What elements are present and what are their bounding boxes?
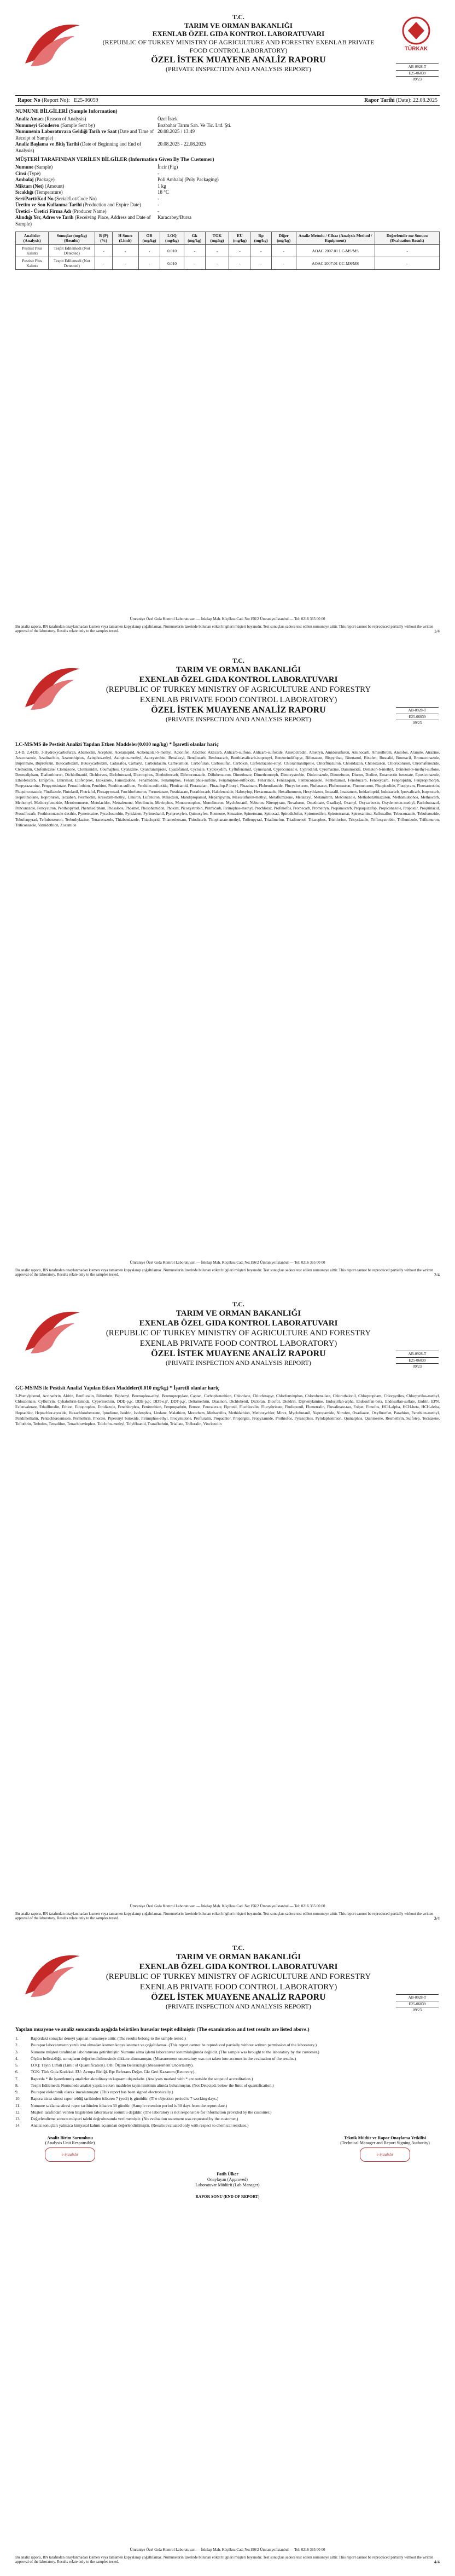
cell: - — [229, 257, 250, 270]
report-page-1 — [0, 0, 455, 644]
list-item: 3. Numune müşteri tarafından laboratuvara getirilmiştir. Numune alma işlemi laboratuvar sorumluluğunda değildir. (The sample was brought to the laboratory by the customer.) — [15, 2049, 319, 2054]
header-title: ÖZEL İSTEK MUAYENE ANALİZ RAPORU — [151, 55, 326, 65]
header-title: ÖZEL İSTEK MUAYENE ANALİZ RAPORU — [151, 1348, 326, 1358]
cell: - — [184, 245, 205, 257]
col-loq: LOQ (mg/kg) — [160, 232, 184, 245]
kv-key: Üretici - Üretici Firma Adı (Producer Name) — [15, 208, 107, 214]
e-signature-stamp-icon: e-imzalıdır — [45, 2147, 95, 2162]
header-title-en: (PRIVATE INSPECTION AND ANALYSIS REPORT) — [166, 715, 311, 723]
gcms-scope-list: 2-Phenylphenol, Acrinathrin, Aldrin, Benfluralin, Bifenthrin, Biphenyl, Bromophos-ethyl, Bromopropylate, Captan, Carbophenothion, Chlordane, Chlorfenapyr, Chlorfenvinphos, Chlorobenzilate, Chlorothalonil, Chlorpropham, Chlorpyrifos, Chlorpyrifos-methyl, Chlozolinate, Cyfluthrin, Cyhalothrin-lambda, Cypermethrin, DDD-p,p', DDE-p,p', DDT-o,p', DDT-p,p', Deltamethrin, Diazinon, Dichlobenil, Dicloran, Dicofol, Dieldrin, Diphenylamine, Endosulfan-alpha, Endosulfan-beta, Endosulfan-sulfate, Endrin, EPN, Esfenvalerate, Ethalfluralin, Ethion, Ethoprophos, Etridiazole, Fenchlorphos, Fenitrothion, Fenpropathrin, Fenson, Fenvalerate, Fipronil, Fluchloralin, Flucythrinate, Fludioxonil, Flumetralin, Fluvalinate-tau, Folpet, Fonofos, HCH-alpha, HCH-beta, HCH-delta, Heptachlor, Heptachlor-epoxide, Hexachlorobenzene, Iprodione, Isodrin, Isofenphos, Lindane, Malathion, Mecarbam, Methacrifos, Methidathion, Methoxychlor, Mirex, Myclobutanil, Napropamide, Nitrofen, Oxadiazon, Oxyfluorfen, Parathion, Parathion-methyl, Pendimethalin, Pentachloroanisole, Permethrin, Phorate, Piperonyl butoxide, Pirimiphos-ethyl, Procymidone, Profluralin, Propachlor, Propargite, Propyzamide, Prothiofos, Pyrazophos, Pyridaphenthion, Quinalphos, Quintozene, Resmethrin, Sulfotep, Tecnazene, Tefluthrin, Terbufos, Tetradifon, Tetrachlorvinphos, Tolclofos-methyl, Tolylfluanid, Transfluthrin, Triallate, Trifluralin, Vinclozolin — [15, 1394, 440, 1427]
code-report: E25-06039 — [396, 714, 439, 720]
sample-info-title: NUMUNE BİLGİLERİ (Sample Information) — [15, 109, 118, 114]
code-report: E25-06039 — [396, 70, 439, 77]
col-limit: H Sınırı (Limit) — [112, 232, 138, 245]
results-header-row — [16, 232, 440, 245]
code-accreditation: AB-0928-T — [396, 1994, 439, 2001]
kv-key: Numuneyi Gönderen (Sample Sent by) — [15, 122, 95, 128]
col-method: Analiz Metodu / Cihaz (Analysis Method / Equipment) — [296, 232, 375, 245]
kv-value: - — [158, 195, 159, 201]
report-page-2 — [0, 644, 455, 1287]
document-codes — [396, 1994, 439, 2013]
header-title-en: (PRIVATE INSPECTION AND ANALYSIS REPORT) — [166, 65, 311, 73]
cell: - — [184, 257, 205, 270]
report-page-4 — [0, 1931, 455, 2574]
kv-key: Numunenin Laboratuvara Geldiği Tarih ve Saat (Date and Time of Receipt of Sample) — [15, 129, 154, 141]
ministry-logo-icon — [20, 1945, 85, 2005]
header-titles — [97, 13, 380, 73]
cell: - — [95, 257, 112, 270]
header-ministry-en: (REPUBLIC OF TURKEY MINISTRY OF AGRICULTURE AND FORESTRY EXENLAB PRIVATE FOOD CONTROL LABORATORY) — [106, 1329, 371, 1348]
table-row — [16, 257, 440, 270]
kv-key: Seri/Parti/Kod No (Serial/Lot/Code No) — [15, 195, 97, 201]
header-ministry: TARIM VE ORMAN BAKANLIĞI — [176, 1952, 301, 1961]
kv-key: Miktarı (Net) (Amount) — [15, 183, 65, 189]
lcms-scope-title: LC-MS/MS ile Pestisit Analizi Yapılan Etken Maddeler(0.010 mg/kg) * İşaretli olanlar hariç — [15, 742, 219, 748]
header-tc: T.C. — [232, 13, 244, 21]
report-number-row — [15, 95, 440, 106]
code-report: E25-06039 — [396, 1357, 439, 1364]
cell: - — [95, 245, 112, 257]
col-ob: OB (mg/kg) — [138, 232, 160, 245]
footer-address: Ümraniye Özel Gıda Kontrol Laboratuvarı — İnkılap Mah. Küçüksu Cad. No:156/2 Ümraniye/İstanbul — Tel: 0216 365 00 00 — [130, 1904, 325, 1909]
ministry-logo-icon — [20, 1301, 85, 1362]
cell: - — [112, 245, 138, 257]
col-results: Sonuçlar (mg/kg) (Results) — [49, 232, 95, 245]
customer-info-list — [15, 164, 440, 227]
list-item: 7. Raporda * ile işaretlenmiş analizler akreditasyon kapsamı dışındadır. (Analyses marked with * are outside the scope of accreditation.) — [15, 2076, 253, 2081]
cell: - — [271, 245, 296, 257]
list-item: 1. Rapordaki sonuçlar deneyi yapılan numuneye aittir. (The results belong to the sample tested.) — [15, 2036, 186, 2041]
header-ministry: TARIM VE ORMAN BAKANLIĞI — [176, 1309, 301, 1318]
document-codes — [396, 1351, 439, 1370]
kv-key: Numune (Sample) — [15, 164, 53, 170]
footer-address: Ümraniye Özel Gıda Kontrol Laboratuvarı — İnkılap Mah. Küçüksu Cad. No:156/2 Ümraniye/İstanbul — Tel: 0216 365 00 00 — [130, 2548, 325, 2552]
page-number: 1/4 — [434, 629, 440, 634]
header-ministry: TARIM VE ORMAN BAKANLIĞI — [184, 21, 293, 30]
report-header — [15, 11, 440, 93]
kv-key: Cinsi (Type) — [15, 170, 41, 176]
cell: - — [229, 245, 250, 257]
code-accreditation: AB-0928-T — [396, 63, 439, 70]
list-item: 4. Ölçüm belirsizliği, sonuçların değerlendirilmesinde dikkate alınmamıştır. (Measurement uncertainty was not taken into account in the evaluation of the results.) — [15, 2056, 296, 2061]
kv-value: - — [158, 208, 159, 214]
customer-info-title: MÜŞTERİ TARAFINDAN VERİLEN BİLGİLER (Information Given By The Customer) — [15, 157, 214, 163]
col-gk: Gk (mg/kg) — [184, 232, 205, 245]
col-bp: B (P) (%) — [95, 232, 112, 245]
col-tgk: TGK (mg/kg) — [205, 232, 229, 245]
ministry-logo-icon — [20, 658, 85, 718]
cell: - — [205, 245, 229, 257]
list-item: 8. Tespit Edilemedi: Numunede analizi yapılan etken maddeler tayin limitinin altında bulunmuştur. (Not Detected: below the limit of quantification.) — [15, 2082, 274, 2088]
list-item: 9. Bu rapor elektronik olarak imzalanmıştır. (This report has been signed electronically.) — [15, 2089, 173, 2094]
cell: - — [250, 257, 271, 270]
page-number: 3/4 — [434, 1916, 440, 1921]
kv-key: Analiz Amacı (Reason of Analysis) — [15, 116, 86, 121]
list-item: 6. TGK: Türk Gıda Kodeksi. EU: Avrupa Birliği. Rp: Referans Değer. Gk: Geri Kazanım (Recovery). — [15, 2069, 196, 2075]
code-revision: 09/23 — [396, 720, 439, 726]
kv-value: 20.08.2025 / 13:49 — [158, 129, 195, 135]
lcms-scope-list: 2,4-D, 2,4-DB, 3-Hydroxycarbofuran, Abamectin, Acephate, Acetamiprid, Acibenzolar-S-methyl, Aclonifen, Alachlor, Aldicarb, Aldicarb-sulfone, Aldicarb-sulfoxide, Ametoctradin, Ametryn, Amidosulfuron, Aminocarb, Amisulbrom, Anilofos, Aramite, Atrazine, Azaconazole, Azadirachtin, Azamethiphos, Azinphos-ethyl, Azinphos-methyl, Azoxystrobin, Benalaxyl, Bendiocarb, Benfuracarb, Benthiavalicarb-isopropyl, Benzovindiflupyr, Bifenazate, Bispyribac, Bitertanol, Bixafen, Boscalid, Bromacil, Bromuconazole, Bupirimate, Buprofezin, Butocarboxim, Butoxycarboxim, Cadusafos, Carbaryl, Carbendazim, Carbetamide, Carbofuran, Carbosulfan, Carboxin, Carfentrazone-ethyl, Chlorantraniliprole, Chlorfluazuron, Chloridazon, Chloroxuron, Chlorotoluron, Chromafenozide, Clethodim, Clofentezine, Clomazone, Clothianidin, Coumaphos, Cyanazine, Cyantraniliprole, Cyazofamid, Cycloate, Cycloxydim, Cyflufenamid, Cymoxanil, Cyproconazole, Cyprodinil, Cyromazine, Daminozide, Demeton-S-methyl, Demeton-S-methyl-sulfone, Desmedipham, Diafenthiuron, Dichlofluanid, Dichlorvos, Diclobutrazol, Dicrotophos, Diethofencarb, Difenoconazole, Diflubenzuron, Dimethoate, Dimethomorph, Dimoxystrobin, Diniconazole, Dinotefuran, Diuron, Dodine, Emamectin benzoate, Epoxiconazole, Ethiofencarb, Ethiprole, Ethirimol, Etofenprox, Etoxazole, Famoxadone, Fenamidone, Fenamiphos, Fenamiphos-sulfone, Fenamiphos-sulfoxide, Fenarimol, Fenazaquin, Fenbuconazole, Fenhexamid, Fenobucarb, Fenoxycarb, Fenpropidin, Fenpropimorph, Fenpyrazamine, Fenpyroximate, Fensulfothion, Fenthion, Fenthion-sulfone, Fenthion-sulfoxide, Flonicamid, Florasulam, Fluazifop-P-butyl, Fluazinam, Flubendiamide, Flucycloxuron, Flufenacet, Flufenoxuron, Fluometuron, Fluopicolide, Fluopyram, Fluoxastrobin, Fluquinconazole, Flusilazole, Flutolanil, Flutriafol, Fluxapyroxad, Forchlorfenuron, Formetanate, Fosthiazate, Furathiocarb, Halofenozide, Haloxyfop, Hexaconazole, Hexaflumuron, Hexythiazox, Imazalil, Imazamox, Imidacloprid, Indoxacarb, Iprovalicarb, Isoprocarb, Isoprothiolane, Isoproturon, Isoxaben, Ivermectin, Kresoxim-methyl, Linuron, Lufenuron, Malaoxon, Mandipropamid, Mepanipyrim, Mesosulfuron-methyl, Metaflumizone, Metalaxyl, Metamitron, Metconazole, Methabenzthiazuron, Methamidophos, Methiocarb, Methomyl, Methoxyfenozide, Metobromuron, Metolachlor, Metrafenone, Metribuzin, Mevinphos, Monocrotophos, Monolinuron, Myclobutanil, Neburon, Nitenpyram, Novaluron, Omethoate, Oxadixyl, Oxamyl, Oxycarboxin, Oxydemeton-methyl, Paclobutrazol, Penconazole, Pencycuron, Penthiopyrad, Phenmedipham, Phosalone, Phosmet, Phosphamidon, Phoxim, Picoxystrobin, Pirimicarb, Pirimiphos-methyl, Prochloraz, Profenofos, Promecarb, Prometryn, Propamocarb, Propaquizafop, Propiconazole, Propoxur, Proquinazid, Prosulfocarb, Prothioconazole-desthio, Pymetrozine, Pyraclostrobin, Pyridaben, Pyrimethanil, Pyriproxyfen, Quinoxyfen, Rotenone, Simazine, Spinetoram, Spinosad, Spirodiclofen, Spiromesifen, Spirotetramat, Spiroxamine, Sulfoxaflor, Tebuconazole, Tebufenozide, Tebufenpyrad, Teflubenzuron, Terbuthylazine, Tetraconazole, Thiabendazole, Thiacloprid, Thiamethoxam, Thiodicarb, Thiophanate-methyl, Tolfenpyrad, Triadimefon, Triadimenol, Triazophos, Trichlorfon, Tricyclazole, Trifloxystrobin, Triflumizole, Triflumuron, Triticonazole, Vamidothion, Zoxamide — [15, 750, 440, 827]
ministry-logo-icon — [20, 14, 85, 74]
report-header — [15, 1298, 440, 1380]
page-footer — [15, 1904, 440, 1921]
report-date: Rapor Tarihi (Date): 22.08.2025 — [364, 97, 438, 103]
code-report: E25-06039 — [396, 2001, 439, 2007]
kv-key: Alındığı Yer, Adres ve Tarih (Receiving Place, Address and Date of Sample) — [15, 215, 151, 227]
list-item: 5. LOQ: Tayin Limiti (Limit of Quantification). OB: Ölçüm Belirsizliği (Measurement Uncertainty). — [15, 2063, 194, 2068]
page-footer — [15, 2548, 440, 2565]
cell: AOAC 2007.01 LC-MS/MS — [296, 245, 375, 257]
header-lab: EXENLAB ÖZEL GIDA KONTROL LABORATUVARI — [152, 30, 325, 38]
page-footer — [15, 1260, 440, 1277]
notes-title: Yapılan muayene ve analiz sonucunda aşağıda belirtilen hususlar tespit edilmiştir (The examination and test results are listed above.) — [15, 2027, 310, 2033]
kv-value: Özel İstek — [158, 116, 178, 121]
document-codes — [396, 707, 439, 726]
cell: - — [112, 257, 138, 270]
cell: - — [138, 257, 160, 270]
kv-key: Ambalaj (Package) — [15, 177, 55, 183]
sample-info-list — [15, 116, 440, 154]
kv-value: Karacabey/Bursa — [158, 215, 191, 221]
footer-address: Ümraniye Özel Gıda Kontrol Laboratuvarı — İnkılap Mah. Küçüksu Cad. No:156/2 Ümraniye/İstanbul — Tel: 0216 365 00 00 — [130, 1260, 325, 1265]
cell: - — [375, 257, 439, 270]
col-eu: EU (mg/kg) — [229, 232, 250, 245]
notes-list — [15, 2036, 440, 2129]
header-tc: T.C. — [232, 1944, 244, 1952]
footer-disclaimer: Bu analiz raporu, RN tarafından onaylanmadan kısmen veya tamamen kopyalanıp çoğaltılamaz. Numunelerin üzerinde bulunan etiket bilgileri müşteri beyanıdır. Test sonuçları sadece test edilen numuneye aittir. This report cannot be reproduced partially without the written approval of the laboratory. Results relate only to the samples tested. — [15, 1911, 434, 1921]
col-analysis: Analizler (Analysis) — [16, 232, 49, 245]
signature-left: Analiz Birim Sorumlusu (Analysis Unit Responsible) e-imzalıdır — [15, 2135, 125, 2164]
col-evaluation: Değerlendir me Sonucu (Evaluation Result) — [375, 232, 439, 245]
cell: - — [250, 245, 271, 257]
page-footer — [15, 617, 440, 634]
cell: - — [138, 245, 160, 257]
report-number: Rapor No (Report No): E25-06059 — [18, 97, 98, 103]
header-ministry: TARIM VE ORMAN BAKANLIĞI — [176, 665, 301, 674]
cell: Tespit Edilemedi (Not Detected) — [49, 245, 95, 257]
page-number: 4/4 — [434, 2560, 440, 2565]
list-item: 10. Rapora itiraz süresi rapor tebliğ tarihinden itibaren 7 (yedi) iş günüdür. (The objection period is 7 working days.) — [15, 2096, 219, 2102]
header-title: ÖZEL İSTEK MUAYENE ANALİZ RAPORU — [151, 1992, 326, 2002]
kv-value: - — [158, 202, 159, 208]
approver-lab: Laboratuvar Müdürü (Lab Manager) — [195, 2183, 260, 2188]
gcms-scope-title: GC-MS/MS ile Pestisit Analizi Yapılan Etken Maddeler(0.010 mg/kg) * İşaretli olanlar hariç — [15, 1386, 219, 1391]
kv-value: 1 kg — [158, 183, 166, 189]
header-titles — [97, 657, 380, 723]
kv-value: İncir (Fig) — [158, 164, 178, 170]
signature-right: Teknik Müdür ve Rapor Onaylama Yetkilisi (Technical Manager and Report Signing Authority) e-imzalıdır — [330, 2135, 440, 2164]
header-ministry-en: (REPUBLIC OF TURKEY MINISTRY OF AGRICULTURE AND FORESTRY EXENLAB PRIVATE FOOD CONTROL LABORATORY) — [102, 38, 375, 54]
header-tc: T.C. — [232, 1300, 244, 1308]
approver-name: Fatih Ülker — [217, 2171, 238, 2176]
kv-value: Bozbahar Tarım San. Ve Tic. Ltd. Şti. — [158, 122, 232, 128]
signature-block — [15, 2135, 440, 2164]
code-accreditation: AB-0928-T — [396, 707, 439, 714]
code-revision: 09/23 — [396, 76, 439, 83]
header-title-en: (PRIVATE INSPECTION AND ANALYSIS REPORT) — [166, 2002, 311, 2011]
header-lab: EXENLAB ÖZEL GIDA KONTROL LABORATUVARI — [139, 675, 338, 684]
footer-disclaimer: Bu analiz raporu, RN tarafından onaylanmadan kısmen veya tamamen kopyalanıp çoğaltılamaz. Numunelerin üzerinde bulunan etiket bilgileri müşteri beyanıdır. Test sonuçları sadece test edilen numuneye aittir. This report cannot be reproduced partially without the written approval of the laboratory. Results relate only to the samples tested. — [15, 2555, 434, 2565]
end-of-report: RAPOR SONU (END OF REPORT) — [195, 2193, 260, 2199]
header-titles — [97, 1300, 380, 1367]
kv-key: Sıcaklığı (Temperature) — [15, 189, 63, 195]
cell: Tespit Edilemedi (Not Detected) — [49, 257, 95, 270]
cell: 0.010 — [160, 257, 184, 270]
header-tc: T.C. — [232, 657, 244, 664]
cell: - — [205, 257, 229, 270]
cell: AOAC 2007.01 GC-MS/MS — [296, 257, 375, 270]
approver-block — [15, 2172, 440, 2189]
header-title: ÖZEL İSTEK MUAYENE ANALİZ RAPORU — [151, 705, 326, 715]
kv-value: Poli Ambalaj (Poly Packaging) — [158, 177, 219, 183]
list-item: 11. Numune saklama süresi rapor tarihinden itibaren 30 gündür. (Sample retention period is 30 days from the report date.) — [15, 2103, 228, 2108]
header-lab: EXENLAB ÖZEL GIDA KONTROL LABORATUVARI — [139, 1318, 338, 1328]
kv-value: 18 °C — [158, 189, 169, 195]
cell: Pestisit Plus Kalıntı — [16, 257, 49, 270]
list-item: 13. Değerlendirme sonucu müşteri talebi doğrultusunda verilmemiştir. (No evaluation statement was requested by the customer.) — [15, 2116, 238, 2121]
col-other: Diğer (mg/kg) — [271, 232, 296, 245]
e-signature-stamp-icon: e-imzalıdır — [360, 2147, 410, 2162]
approver-role: Onaylayan (Approved) — [207, 2176, 248, 2182]
kv-value: - — [158, 170, 159, 176]
code-revision: 09/23 — [396, 1363, 439, 1370]
results-table — [15, 231, 440, 270]
code-revision: 09/23 — [396, 2007, 439, 2013]
kv-key: Üretim ve Son Kullanma Tarihi (Production and Expire Date) — [15, 202, 141, 208]
accreditation-logo-text: TÜRKAK — [404, 46, 428, 52]
code-accreditation: AB-0928-T — [396, 1351, 439, 1357]
header-ministry-en: (REPUBLIC OF TURKEY MINISTRY OF AGRICULTURE AND FORESTRY EXENLAB PRIVATE FOOD CONTROL LABORATORY) — [106, 685, 371, 704]
header-ministry-en: (REPUBLIC OF TURKEY MINISTRY OF AGRICULTURE AND FORESTRY EXENLAB PRIVATE FOOD CONTROL LABORATORY) — [106, 1972, 371, 1992]
cell: - — [375, 245, 439, 257]
cell: 0.010 — [160, 245, 184, 257]
footer-address: Ümraniye Özel Gıda Kontrol Laboratuvarı — İnkılap Mah. Küçüksu Cad. No:156/2 Ümraniye/İstanbul — Tel: 0216 365 00 00 — [130, 617, 325, 622]
list-item: 2. Bu rapor laboratuvarın yazılı izni olmadan kısmen kopyalanamaz ve çoğaltılamaz. (This report cannot be reproduced partially without written permission of the laboratory.) — [15, 2042, 317, 2048]
cell: - — [271, 257, 296, 270]
kv-key: Analiz Başlama ve Bitiş Tarihi (Date of Beginning and End of Analysis) — [15, 141, 142, 153]
report-header — [15, 655, 440, 737]
page-number: 2/4 — [434, 1272, 440, 1277]
report-header — [15, 1942, 440, 2024]
table-row — [16, 245, 440, 257]
list-item: 12. Müşteri tarafından verilen bilgilerden laboratuvar sorumlu değildir. (The laboratory is not responsible for information provided by the customer.) — [15, 2109, 272, 2115]
accreditation-logo-icon — [397, 14, 435, 53]
document-codes — [396, 63, 439, 83]
col-rp: Rp (mg/kg) — [250, 232, 271, 245]
header-titles — [97, 1944, 380, 2011]
kv-value: 20.08.2025 - 22.08.2025 — [158, 141, 206, 147]
header-title-en: (PRIVATE INSPECTION AND ANALYSIS REPORT) — [166, 1359, 311, 1367]
footer-disclaimer: Bu analiz raporu, RN tarafından onaylanmadan kısmen veya tamamen kopyalanıp çoğaltılamaz. Numunelerin üzerinde bulunan etiket bilgileri müşteri beyanıdır. Test sonuçları sadece test edilen numuneye aittir. This report cannot be reproduced partially without the written approval of the laboratory. Results relate only to the samples tested. — [15, 1267, 434, 1277]
footer-disclaimer: Bu analiz raporu, RN tarafından onaylanmadan kısmen veya tamamen kopyalanıp çoğaltılamaz. Numunelerin üzerinde bulunan etiket bilgileri müşteri beyanıdır. Test sonuçları sadece test edilen numuneye aittir. This report cannot be reproduced partially without the written approval of the laboratory. Results relate only to the samples tested. — [15, 624, 434, 634]
report-page-3 — [0, 1287, 455, 1931]
list-item: 14. Analiz sonuçları yalnızca kimyasal kalıntı açısından değerlendirilmiştir. (Results evaluated only with respect to chemical residues.) — [15, 2123, 249, 2128]
cell: Pestisit Plus Kalıntı — [16, 245, 49, 257]
header-lab: EXENLAB ÖZEL GIDA KONTROL LABORATUVARI — [139, 1962, 338, 1971]
